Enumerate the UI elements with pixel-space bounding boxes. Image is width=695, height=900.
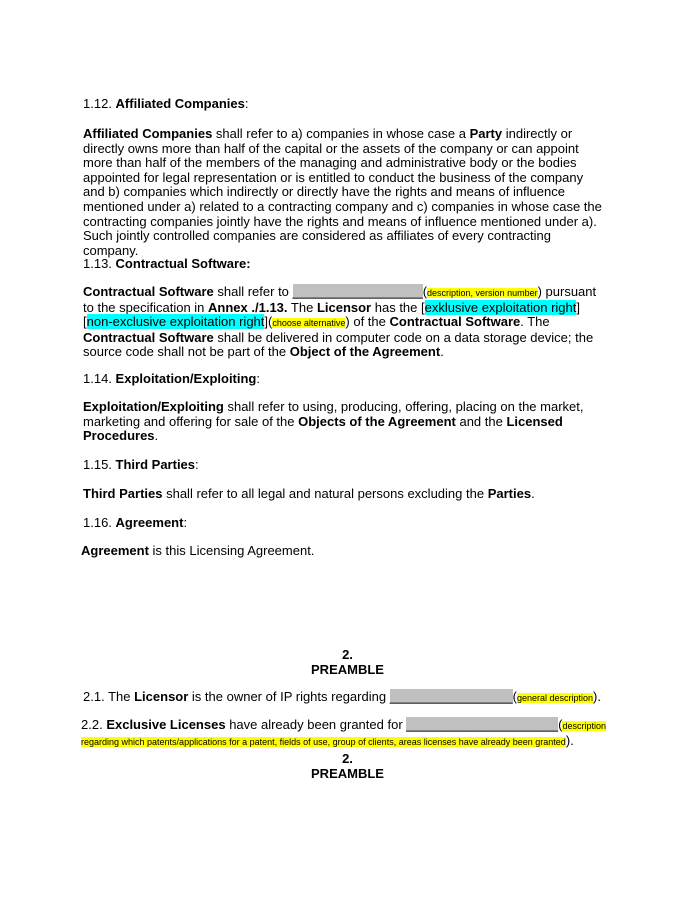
defined-term: Contractual Software — [83, 329, 214, 345]
body-text: shall refer to all legal and natural persons excluding the — [166, 486, 485, 501]
defined-term: Contractual Software — [83, 284, 214, 299]
body-text: ) pursuant to the specification in — [83, 284, 597, 315]
fill-in-blank[interactable]: __________________ — [292, 284, 423, 299]
clause-2-1 — [83, 690, 605, 706]
body-text: ] [ — [83, 299, 580, 330]
section-number: 1.14. — [83, 371, 112, 386]
body-text: shall refer to using, producing, offering, placing on the market, marketing and offering for sale of the — [83, 399, 584, 429]
chapter-heading — [0, 648, 695, 677]
defined-term: Party — [469, 126, 503, 141]
fill-in-hint: description regarding which patents/applications for a patent, fields of use, group of clients, areas licenses have already been granted — [81, 721, 606, 747]
chapter-heading-repeat — [0, 752, 695, 781]
body-text: and the — [459, 413, 503, 429]
section-title: Agreement — [115, 515, 184, 530]
defined-term: Exploitation/Exploiting — [83, 399, 224, 414]
defined-term: Exclusive Licenses — [106, 717, 226, 732]
fill-in-blank[interactable]: _____________________ — [406, 717, 559, 732]
body-text: indirectly or directly owns more than half of the capital or the assets of the company or can appoint more than half of the members of the managing and administrative body or the bodies appointed for legal representation or is entitled to conduct the business of the company and b) companies which indirectly or directly have the rights and means of influence mentioned under a) related to a contracting company and c) companies in whose case the contracting companies jointly have the rights and means of influence mentioned under a). Such jointly controlled companies are considered as affiliates of every contracting company. — [83, 126, 602, 258]
defined-term: Licensor — [316, 299, 372, 315]
fill-in-hint: description, version number — [427, 288, 538, 298]
section-number: 1.15. — [83, 457, 112, 472]
body-text: is this Licensing Agreement. — [152, 543, 315, 558]
fill-in-hint: choose alternative — [272, 318, 346, 329]
body-text: The — [108, 689, 131, 704]
body-text: shall refer to a) companies in whose case a — [215, 126, 466, 141]
clause-number: 2.2. — [81, 717, 103, 732]
section-title: Contractual Software: — [115, 256, 251, 271]
defined-term: Affiliated Companies — [83, 126, 213, 141]
section-heading-1-14: 1.14. Exploitation/Exploiting: — [83, 371, 261, 386]
chapter-number: 2. — [342, 751, 353, 766]
paragraph-contractual-software: Contractual Software shall refer to __________________(description, version number) pursuant to the specification in Annex ./1.13. The Licensor has the [exklusive exploitation right] [non-exclusive exploitation right](choose alternative) of the Contractual Software. The Contractual Software shall be delivered in computer code on a data storage device; the source code shall not be part of the Object of the Agreement. — [83, 284, 597, 360]
alternative-option[interactable]: exklusive exploitation right — [424, 299, 577, 315]
section-number: 1.13. — [83, 256, 112, 271]
paragraph-affiliated-companies — [83, 127, 605, 258]
paren-close: ). — [593, 689, 601, 704]
body-text: . The — [520, 314, 550, 330]
section-heading-1-15: 1.15. Third Parties: — [83, 457, 199, 472]
chapter-title: PREAMBLE — [311, 765, 384, 781]
body-text: ]( — [264, 314, 273, 330]
defined-term: Parties — [487, 486, 532, 501]
defined-term: Objects of the Agreement — [298, 413, 456, 429]
paren-open: ( — [422, 284, 428, 299]
defined-term: Third Parties — [83, 486, 163, 501]
reference: Annex ./1.13. — [208, 299, 288, 315]
defined-term: Contractual Software — [389, 314, 521, 330]
paragraph-exploitation: Exploitation/Exploiting shall refer to using, producing, offering, placing on the market, marketing and offering for sale of the Objects of the Agreement and the Licensed Procedures. — [83, 399, 584, 444]
paren-open: ( — [512, 689, 517, 704]
section-number: 1.12. — [83, 96, 112, 111]
defined-term: Agreement — [81, 543, 149, 558]
section-heading-1-12: 1.12. Affiliated Companies: — [83, 96, 249, 111]
body-text: shall be delivered in computer code on a data storage device; the source code shall not be part of the — [83, 329, 594, 360]
section-number: 1.16. — [83, 515, 112, 530]
body-text: is the owner of IP rights regarding — [191, 689, 387, 704]
section-heading-1-16: 1.16. Agreement: — [83, 515, 188, 530]
paren-open: ( — [558, 717, 563, 732]
section-title: Third Parties — [115, 457, 196, 472]
section-title: Exploitation/Exploiting — [115, 371, 257, 386]
alternative-option[interactable]: non-exclusive exploitation right — [86, 314, 265, 330]
body-text: has the [ — [374, 299, 425, 315]
defined-term: Licensed Procedures — [83, 413, 563, 444]
paren-close: ). — [565, 732, 574, 748]
fill-in-hint: general description — [516, 693, 594, 703]
body-text: have already been granted for — [229, 717, 403, 732]
chapter-number: 2. — [342, 647, 353, 662]
paragraph-agreement — [81, 544, 603, 559]
body-text: The — [290, 299, 314, 315]
section-title: Affiliated Companies — [115, 96, 245, 111]
body-text: shall refer to — [217, 284, 289, 299]
body-text: ) of the — [345, 314, 386, 330]
section-heading-1-13 — [83, 257, 605, 272]
fill-in-blank[interactable]: _________________ — [389, 689, 513, 704]
clause-number: 2.1. — [83, 689, 105, 704]
defined-term: Object of the Agreement — [289, 344, 441, 360]
chapter-title: PREAMBLE — [311, 661, 384, 677]
clause-2-2 — [81, 718, 609, 749]
defined-term: Licensor — [134, 689, 189, 704]
paragraph-third-parties: Third Parties shall refer to all legal and natural persons excluding the Parties. — [83, 486, 535, 501]
